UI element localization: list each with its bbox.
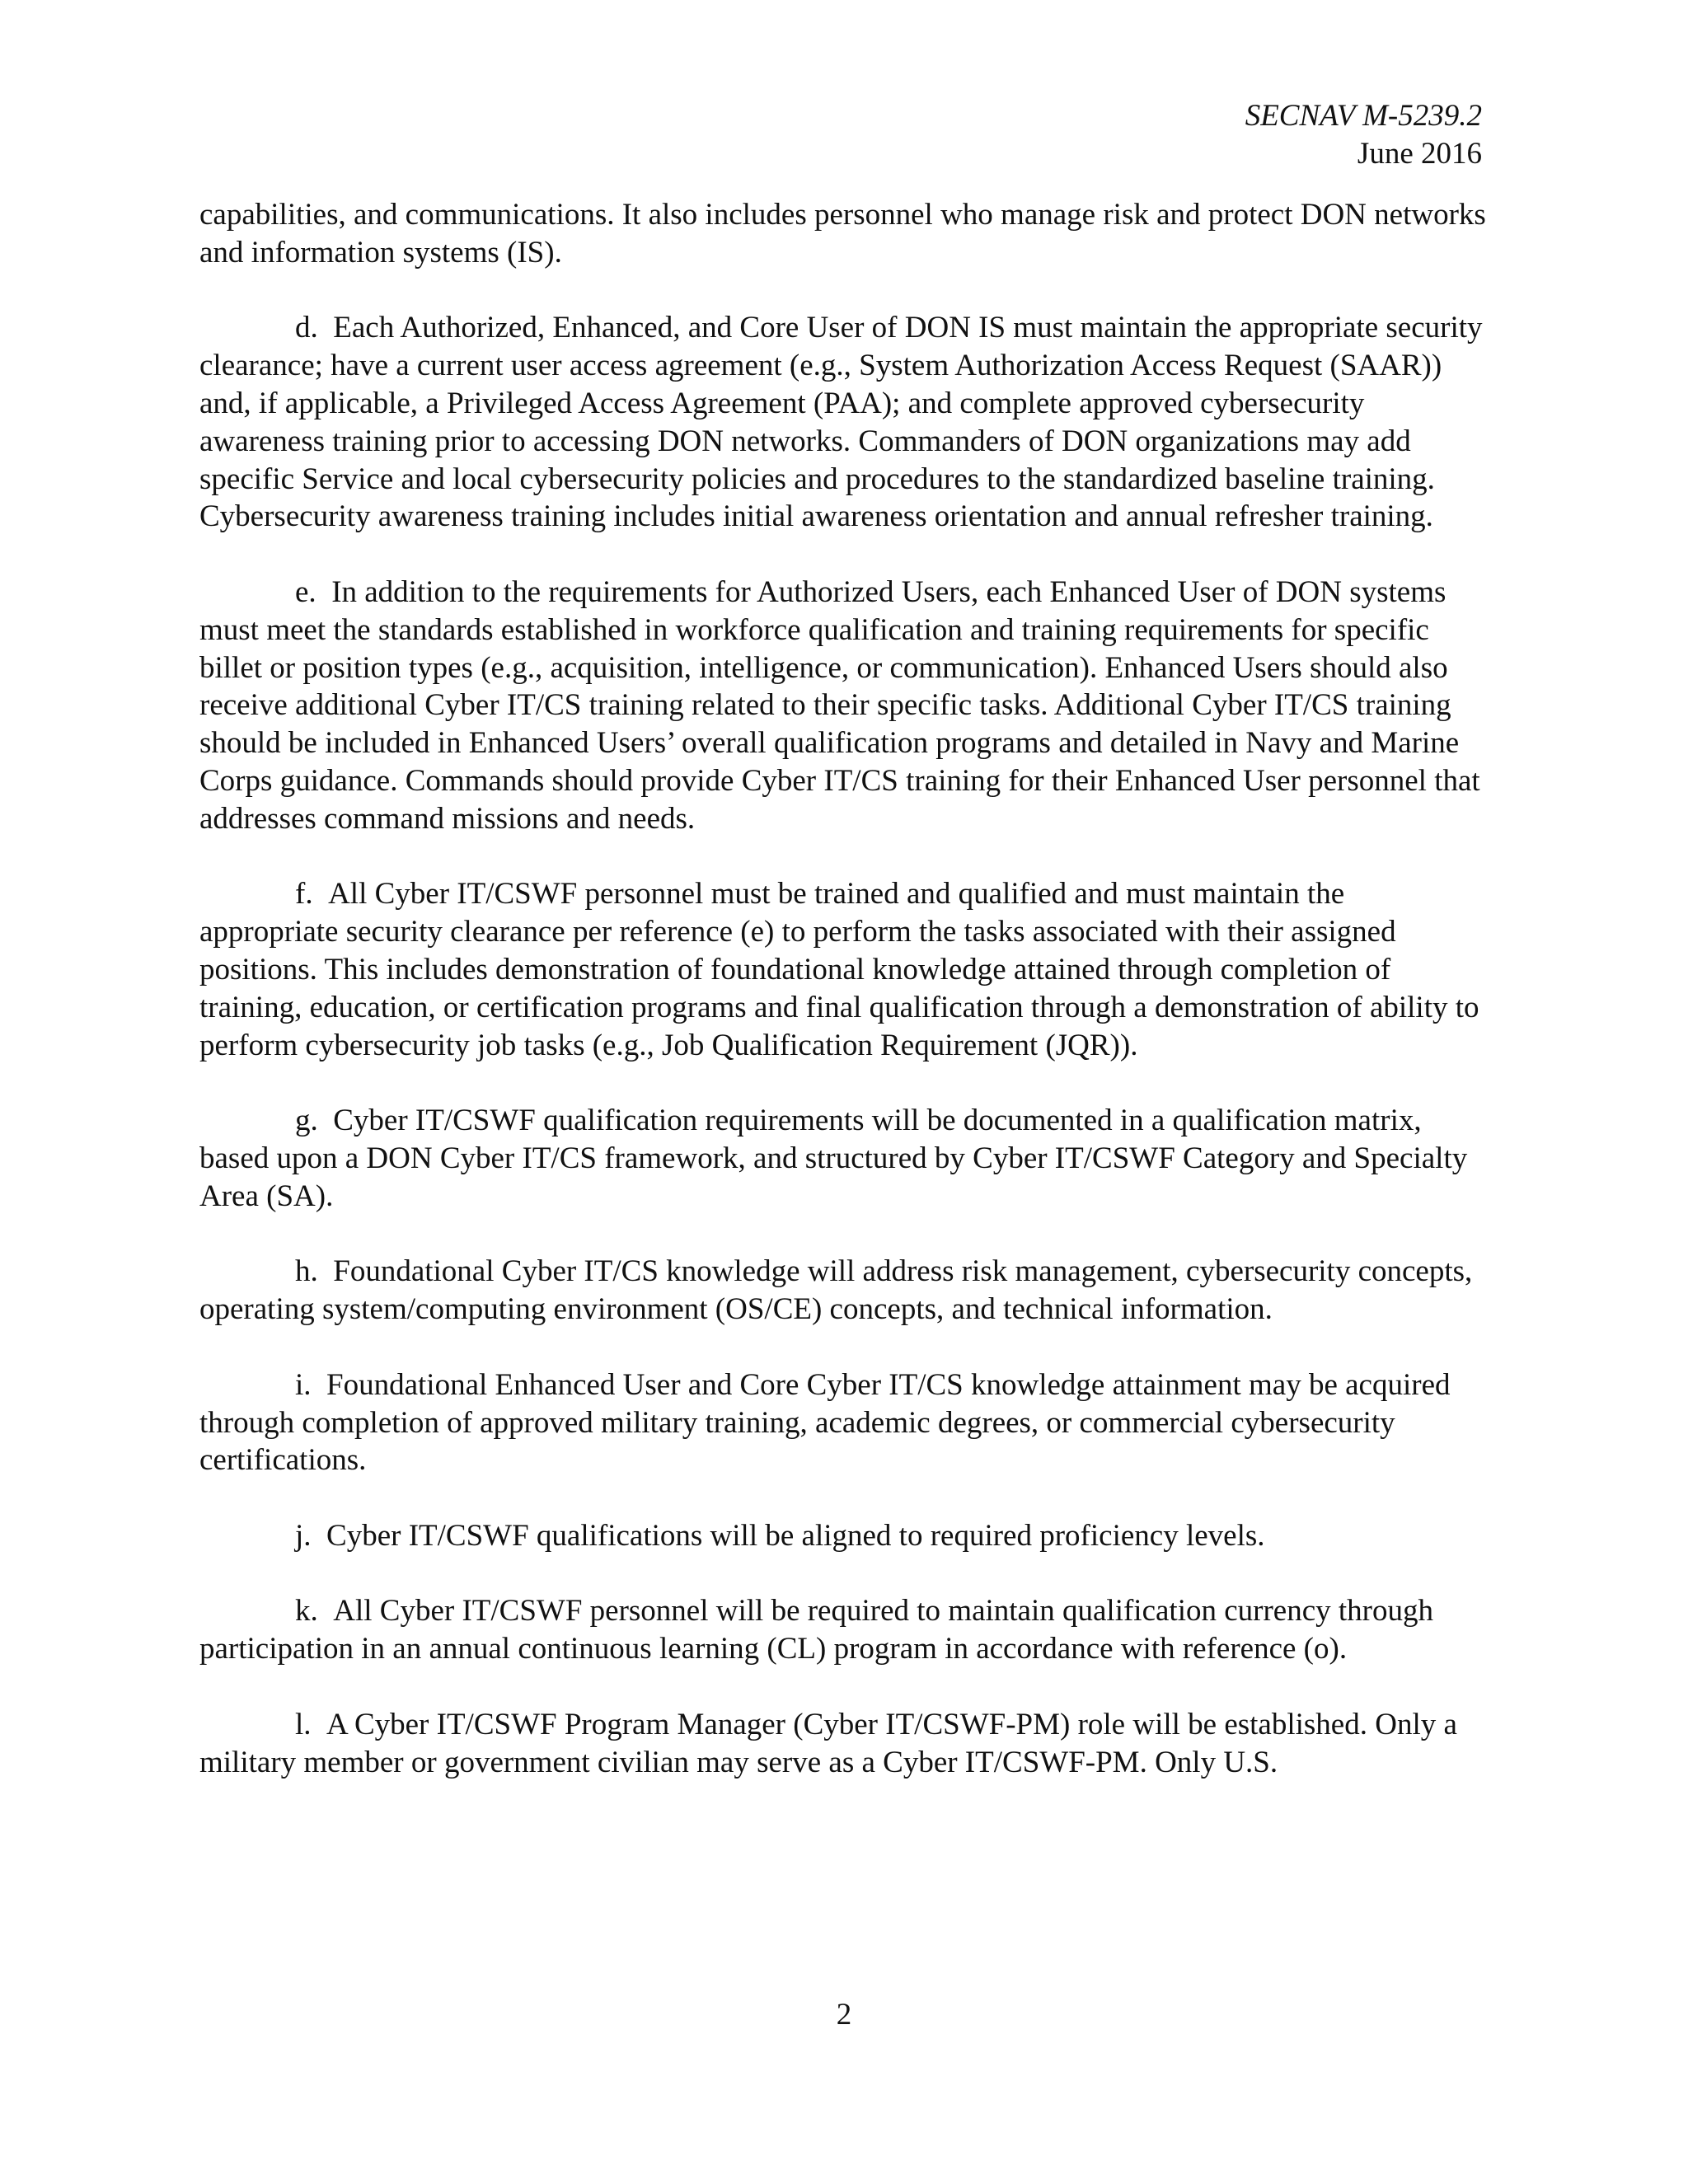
- paragraph-text: capabilities, and communications. It also includes personnel who manage risk and protect DON networks and information systems (IS).: [199, 198, 1486, 269]
- paragraph-marker: e.: [295, 574, 316, 609]
- paragraph-marker: j.: [295, 1518, 312, 1553]
- paragraph-text: A Cyber IT/CSWF Program Manager (Cyber IT/CSWF-PM) role will be established. Only a military member or government civilian may serve as a Cyber IT/CSWF-PM. Only U.S.: [199, 1707, 1457, 1779]
- document-date: June 2016: [1357, 137, 1482, 171]
- paragraph-marker: g.: [295, 1104, 318, 1138]
- paragraph-marker: k.: [295, 1594, 318, 1629]
- paragraph-marker: h.: [295, 1254, 318, 1289]
- paragraph-text: Foundational Cyber IT/CS knowledge will address risk management, cybersecurity concepts, operating system/computing environment (OS/CE) concepts, and technical information.: [199, 1254, 1473, 1327]
- paragraph-i: [199, 1366, 1487, 1479]
- paragraph-continuation: [199, 196, 1487, 272]
- paragraph-text: All Cyber IT/CSWF personnel will be required to maintain qualification currency through participation in an annual continuous learning (CL) program in accordance with reference (o).: [199, 1594, 1433, 1666]
- paragraph-f: [199, 875, 1487, 1064]
- paragraph-h: [199, 1253, 1487, 1329]
- paragraph-marker: f.: [295, 877, 313, 912]
- paragraph-text: Foundational Enhanced User and Core Cyber IT/CS knowledge attainment may be acquired through completion of approved military training, academic degrees, or commercial cybersecurity certifications.: [199, 1367, 1451, 1478]
- paragraph-j: [199, 1517, 1487, 1555]
- paragraph-marker: l.: [295, 1707, 312, 1741]
- paragraph-marker: i.: [295, 1367, 312, 1402]
- paragraph-l: [199, 1706, 1487, 1782]
- page-header: [1245, 97, 1482, 173]
- paragraph-e: [199, 574, 1487, 838]
- paragraph-text: All Cyber IT/CSWF personnel must be trained and qualified and must maintain the appropriate security clearance per reference (e) to perform the tasks associated with their assigned positions. This includes demonstration of foundational knowledge attained through completion of training, education, or certification programs and final qualification through a demonstration of ability to perform cybersecurity job tasks (e.g., Job Qualification Requirement (JQR)).: [199, 877, 1479, 1062]
- document-id: SECNAV M-5239.2: [1245, 99, 1482, 133]
- paragraph-text: Cyber IT/CSWF qualification requirements will be documented in a qualification matrix, based upon a DON Cyber IT/CS framework, and structured by Cyber IT/CSWF Category and Specialty Area (SA).: [199, 1104, 1468, 1213]
- paragraph-text: In addition to the requirements for Authorized Users, each Enhanced User of DON systems must meet the standards established in workforce qualification and training requirements for specific billet or position types (e.g., acquisition, intelligence, or communication). Enhanced Users should also receive additional Cyber IT/CS training related to their specific tasks. Additional Cyber IT/CS training should be included in Enhanced Users’ overall qualification programs and detailed in Navy and Marine Corps guidance. Commands should provide Cyber IT/CS training for their Enhanced User personnel that addresses command missions and needs.: [199, 574, 1480, 836]
- paragraph-k: [199, 1592, 1487, 1668]
- paragraph-text: Cyber IT/CSWF qualifications will be aligned to required proficiency levels.: [326, 1518, 1265, 1553]
- paragraph-text: Each Authorized, Enhanced, and Core User of DON IS must maintain the appropriate security clearance; have a current user access agreement (e.g., System Authorization Access Request (SAAR)) and, if applicable, a Privileged Access Agreement (PAA); and complete approved cybersecurity awareness training prior to accessing DON networks. Commanders of DON organizations may add specific Service and local cybersecurity policies and procedures to the standardized baseline training. Cybersecurity awareness training includes initial awareness orientation and annual refresher training.: [199, 311, 1483, 534]
- paragraph-d: [199, 309, 1487, 536]
- page-number: 2: [836, 1998, 852, 2032]
- paragraph-g: [199, 1102, 1487, 1215]
- paragraph-marker: d.: [295, 311, 318, 345]
- body-text: [199, 196, 1487, 1819]
